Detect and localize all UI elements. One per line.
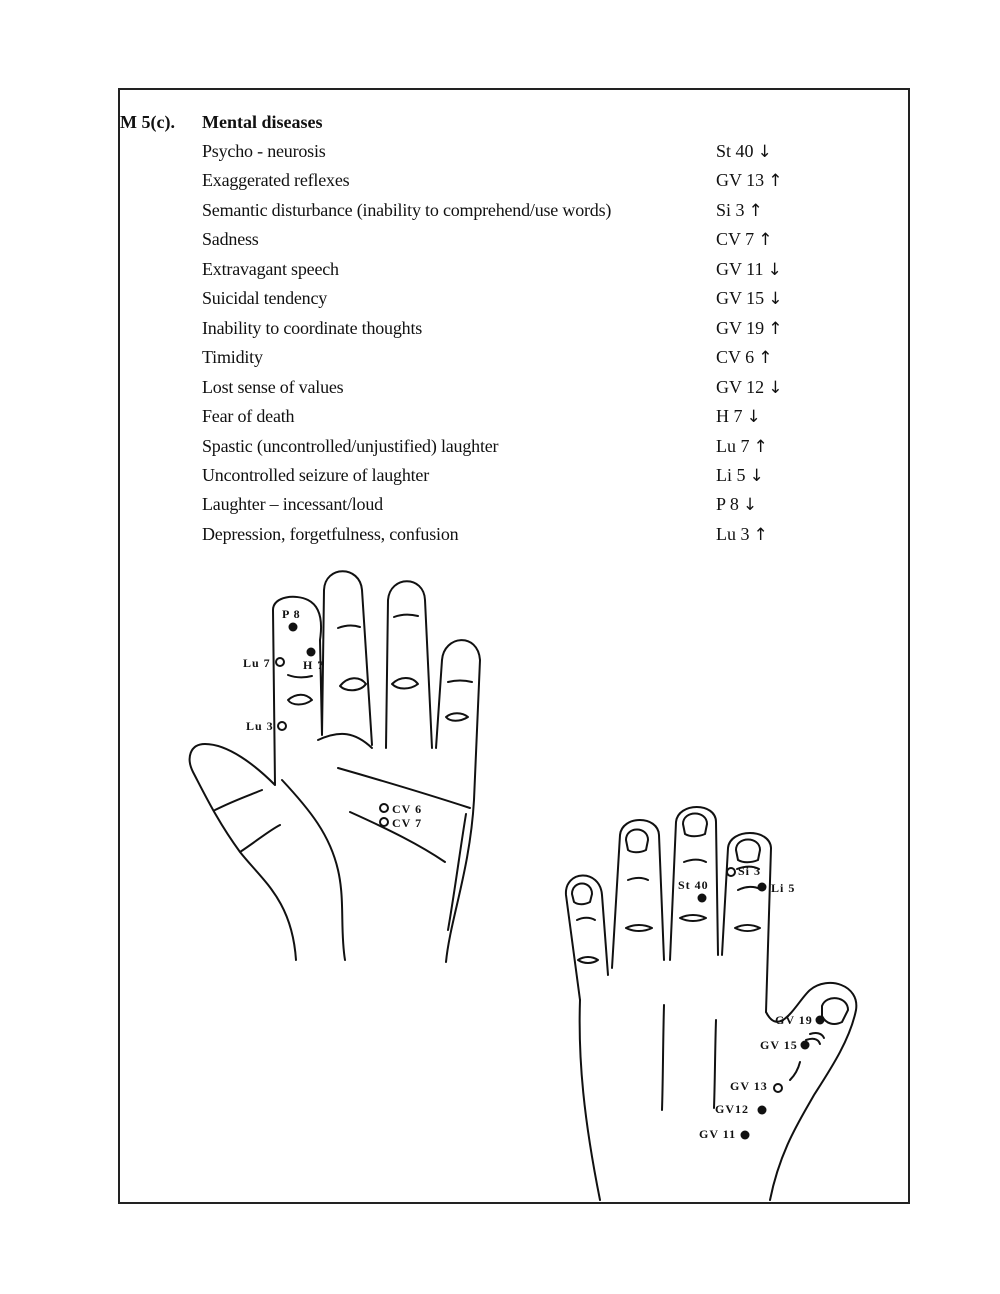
- section-title: Mental diseases: [202, 112, 323, 132]
- symptom-label: Lost sense of values: [202, 376, 344, 397]
- symptom-label: Suicidal tendency: [202, 288, 328, 309]
- symptom-label: Fear of death: [202, 406, 295, 427]
- back-hand-diagram: [566, 807, 856, 1200]
- point-code: GV 15: [716, 288, 765, 309]
- label-lu7: Lu 7: [243, 656, 271, 670]
- point-code: CV 7: [716, 229, 755, 250]
- section-code: M 5(c).: [120, 112, 175, 132]
- label-cv7: CV 7: [392, 816, 423, 830]
- label-li5: Li 5: [771, 881, 796, 895]
- label-h7: H 7: [303, 658, 325, 672]
- arrow-up-icon: ↑: [753, 436, 768, 457]
- point-code: Li 5: [716, 464, 746, 485]
- symptom-label: Depression, forgetfulness, confusion: [202, 523, 459, 544]
- label-si3: Si 3: [738, 864, 762, 878]
- point-code: CV 6: [716, 347, 755, 368]
- label-gv11: GV 11: [699, 1127, 737, 1141]
- arrow-down-icon: ↓: [767, 259, 782, 280]
- arrow-up-icon: ↑: [768, 318, 783, 339]
- point-code: St 40: [716, 141, 754, 161]
- symptom-label: Extravagant speech: [202, 258, 339, 279]
- label-gv15: GV 15: [760, 1038, 798, 1052]
- label-gv12: GV12: [715, 1102, 749, 1116]
- symptom-label: Sadness: [202, 229, 259, 250]
- point-code: GV 19: [716, 317, 765, 338]
- arrow-up-icon: ↑: [753, 524, 768, 545]
- symptom-label: Uncontrolled seizure of laughter: [202, 464, 430, 485]
- point-code: H 7: [716, 406, 743, 427]
- arrow-down-icon: ↓: [749, 465, 764, 486]
- label-cv6: CV 6: [392, 802, 423, 816]
- label-gv13: GV 13: [730, 1079, 768, 1093]
- arrow-down-icon: ↓: [742, 495, 758, 516]
- arrow-down-icon: ↓: [746, 407, 761, 428]
- symptom-label: Exaggerated reflexes: [202, 170, 350, 191]
- arrow-up-icon: ↑: [768, 171, 783, 192]
- symptom-label: Spastic (uncontrolled/unjustified) laughter: [202, 435, 499, 456]
- label-st40: St 40: [678, 878, 709, 892]
- point-code: Lu 7: [716, 435, 750, 456]
- arrow-down-icon: ↓: [768, 289, 783, 310]
- point-code: GV 12: [716, 376, 765, 397]
- symptom-label: Semantic disturbance (inability to comprehend/use words): [202, 199, 612, 220]
- arrow-up-icon: ↑: [748, 200, 763, 221]
- point-code: GV 13: [716, 170, 765, 191]
- label-gv19: GV 19: [775, 1013, 813, 1027]
- arrow-up-icon: ↑: [758, 348, 773, 369]
- palm-diagram: [190, 571, 480, 962]
- label-p8: P 8: [282, 607, 301, 621]
- point-code: GV 11: [716, 258, 764, 279]
- point-code: Si 3: [716, 199, 745, 220]
- symptom-label: Inability to coordinate thoughts: [202, 317, 423, 338]
- symptom-label: Laughter – incessant/loud: [202, 494, 383, 515]
- point-code: Lu 3: [716, 523, 750, 544]
- arrow-down-icon: ↓: [768, 377, 783, 398]
- point-code: P 8: [716, 494, 739, 515]
- arrow-down-icon: ↓: [757, 142, 772, 162]
- label-lu3: Lu 3: [246, 719, 274, 733]
- arrow-up-icon: ↑: [758, 230, 773, 251]
- symptom-label: Timidity: [202, 347, 263, 368]
- symptom-label: Psycho - neurosis: [202, 141, 326, 161]
